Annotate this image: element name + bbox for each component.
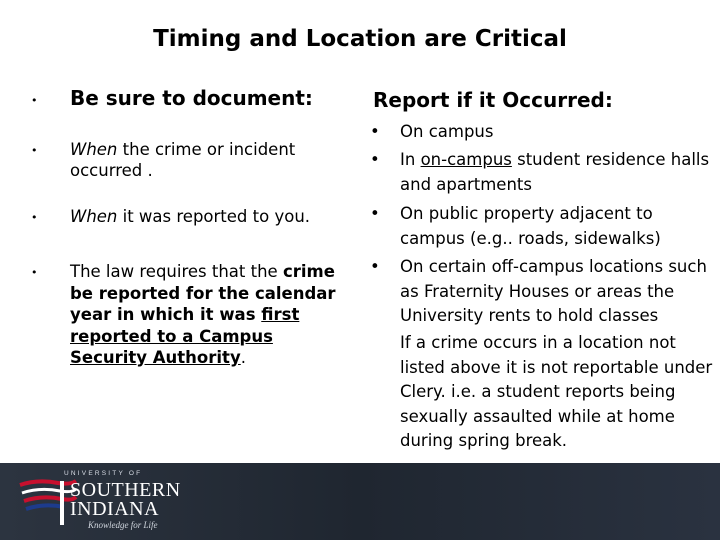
bullet-marker: • [31,211,38,224]
left-item-text: it was reported to you. [117,207,311,226]
bullet-marker: • [31,266,38,279]
right-item-off-campus: On certain off-campus locations such as Fraternity Houses or areas the University rents to hold classes [400,257,707,325]
slide-title: Timing and Location are Critical [153,26,567,52]
right-item-text: In [400,150,421,169]
bullet-marker: • [31,94,38,107]
bullet-marker: • [370,204,380,223]
right-item-public-property: On public property adjacent to campus (e.g.. roads, sidewalks) [400,204,661,248]
right-heading: Report if it Occurred: [373,88,613,112]
left-item-text: The law requires that the [70,262,283,281]
right-item-on-campus: On campus [400,122,494,141]
emphasis-when: When [70,207,118,226]
law-underlined-text: first reported to a Campus Security Authority [70,305,300,367]
right-item-text: student residence halls and apartments [400,150,710,194]
bullet-marker: • [370,122,380,141]
left-item-law [70,261,355,369]
university-logo [18,469,198,535]
logo-indiana: INDIANA [70,498,160,520]
bullet-marker: • [31,144,38,157]
on-campus-underlined: on-campus [420,150,512,169]
flag-icon [18,477,78,527]
right-note: If a crime occurs in a location not listed above it is not reportable under Clery. i.e. a student reports being sexually assaulted while at home during spring break. [400,333,713,450]
left-item-when-reported [70,206,355,227]
left-item-when-occurred [70,139,355,181]
logo-tagline: Knowledge for Life [88,520,158,530]
logo-southern: SOUTHERN [70,479,181,501]
left-item-text: . [240,348,246,367]
emphasis-when: When [70,140,118,159]
left-item-text: the crime or incident occurred . [70,140,296,180]
right-item-residence-halls [400,148,715,197]
law-bold-text: crime be reported for the calendar year in which it was [70,262,336,324]
bullet-marker: • [370,150,380,169]
left-heading: Be sure to document: [70,86,313,110]
logo-university-of: UNIVERSITY OF [64,470,143,477]
bullet-marker: • [370,257,380,276]
